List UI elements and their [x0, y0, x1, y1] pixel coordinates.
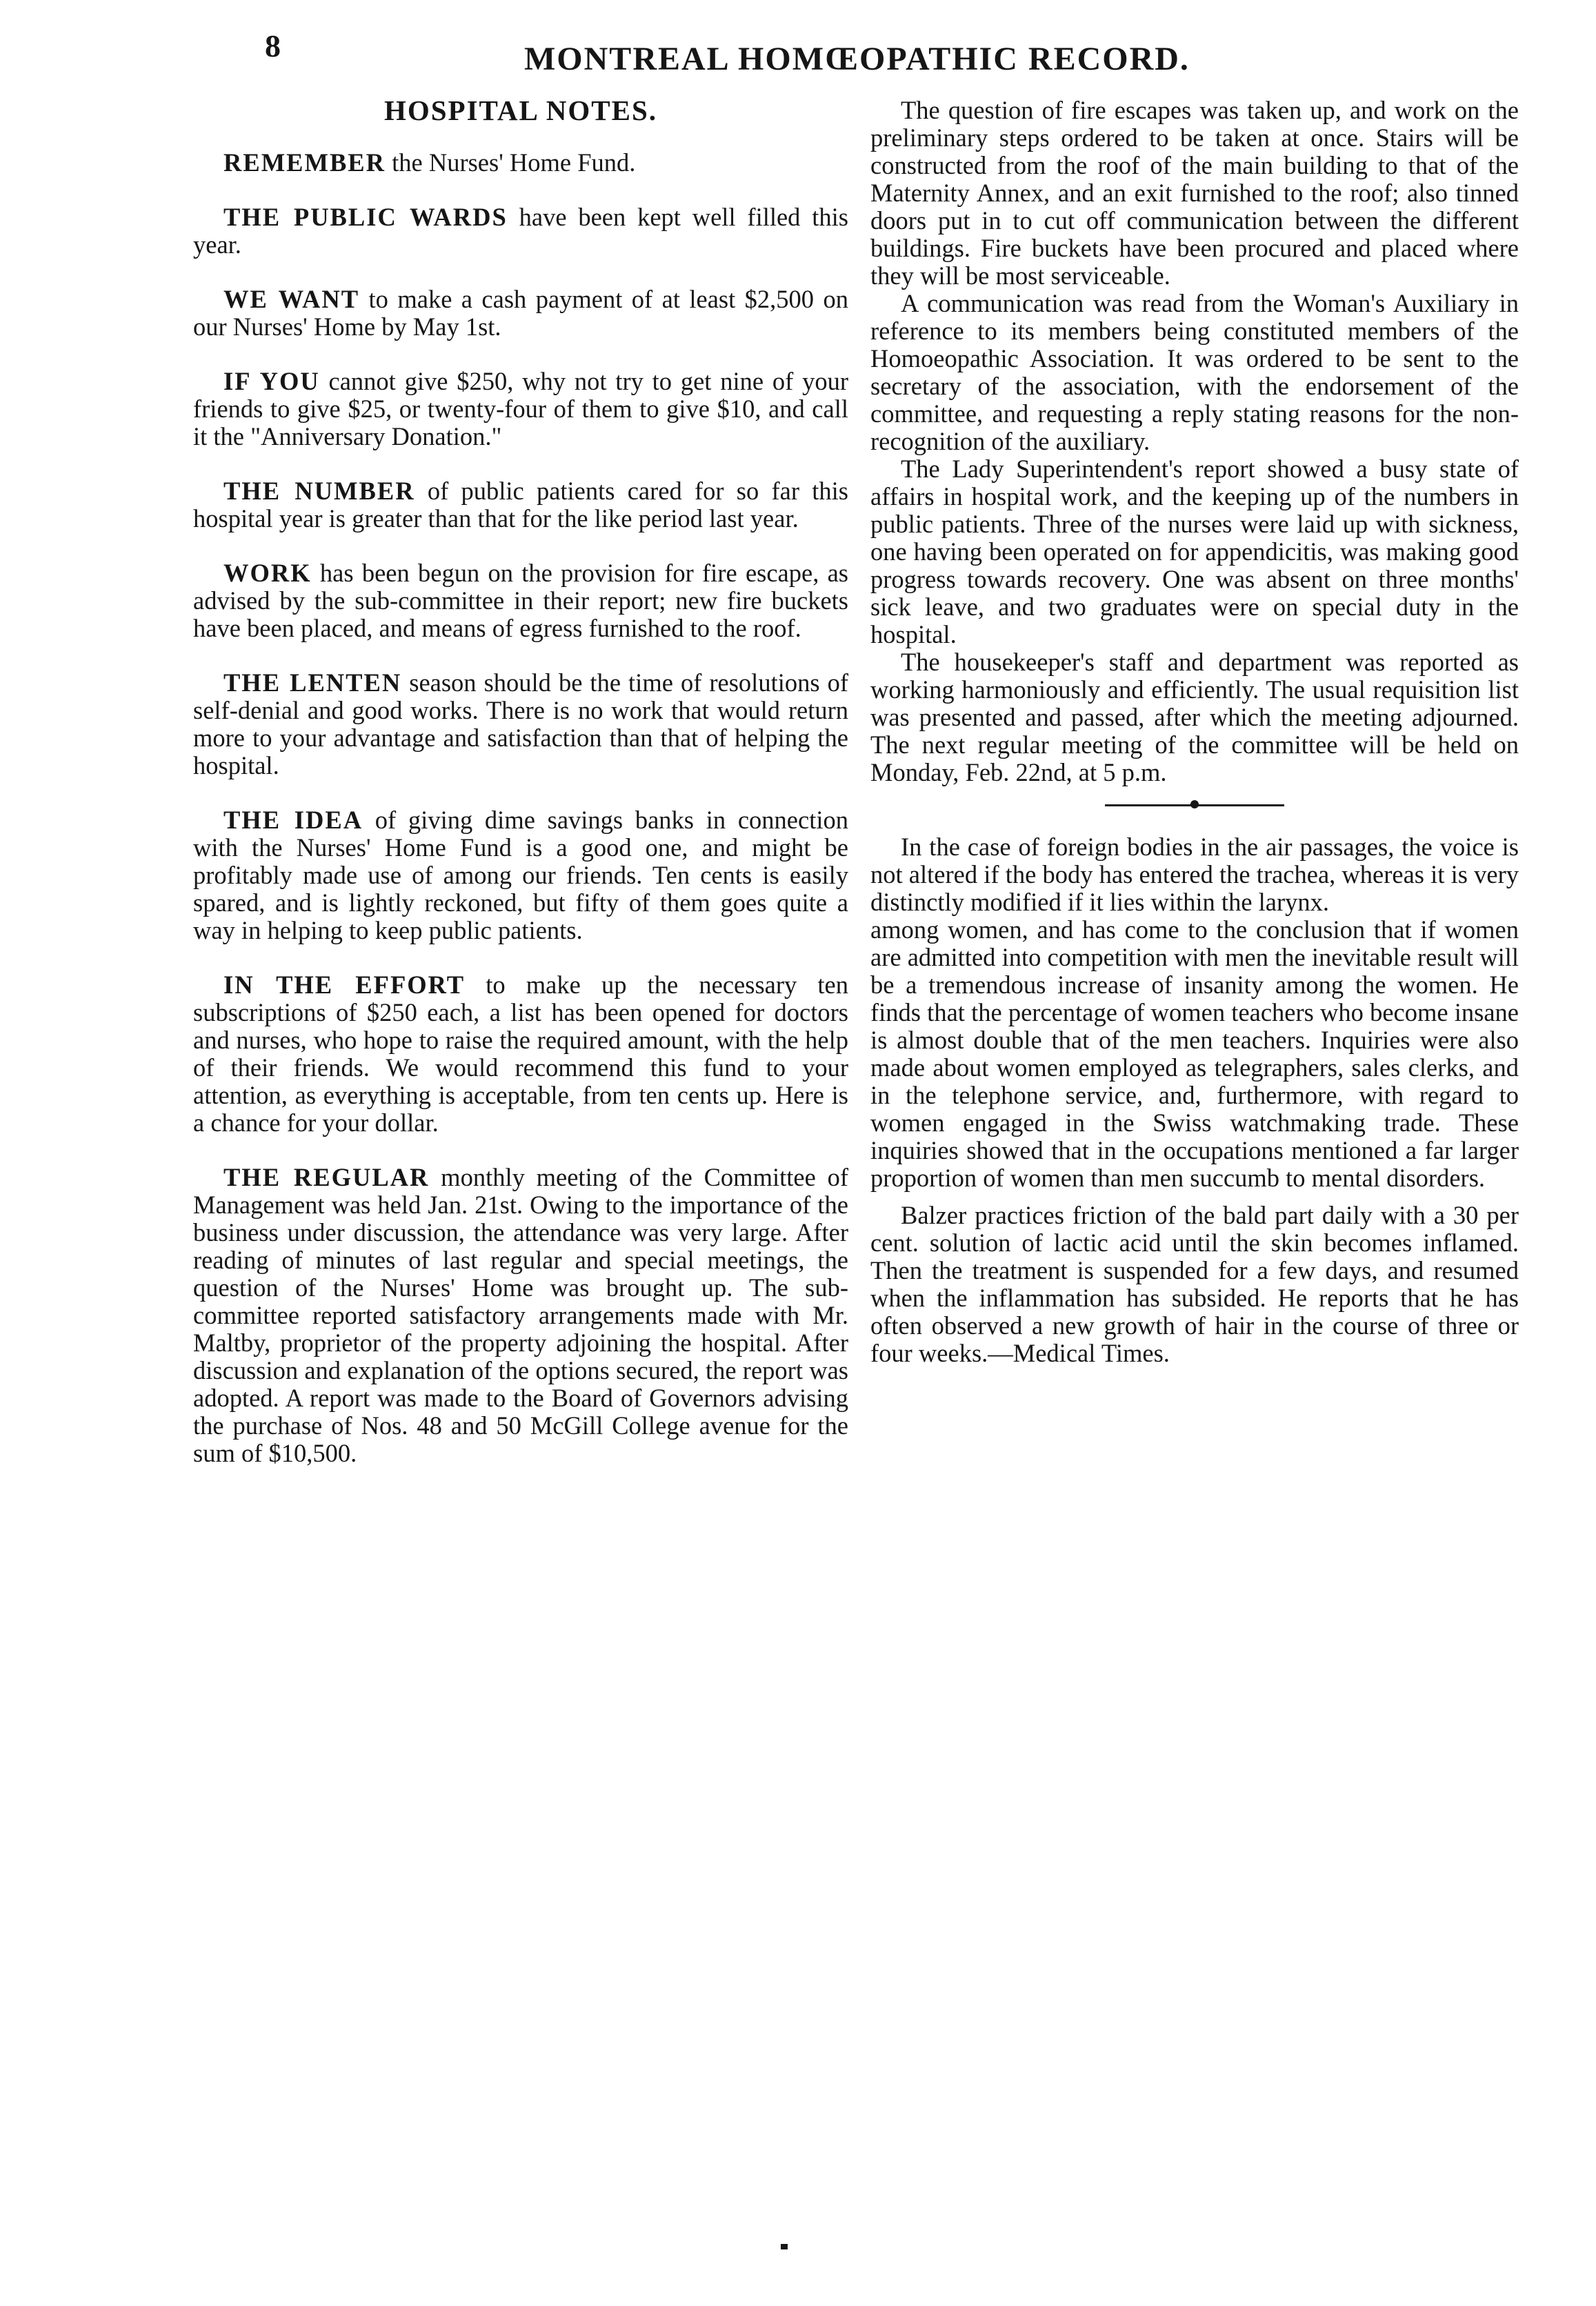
meeting-paragraph: A communication was read from the Woman's Auxiliary in reference to its members being constituted members of the Homoeopathic Association. It was ordered to be sent to the secretary of the association, with the endorsement of the committee, and requesting a reply stating reasons for the non-recognition of the auxiliary. — [870, 289, 1519, 455]
note-text: of giving dime savings banks in connection with the Nurses' Home Fund is a good one, and might be profitably made use of among our friends. Ten cents is easily spared, and is lightly reckoned, but fifty of them goes quite a way in helping to keep public patients. — [193, 806, 848, 944]
note-lead: REMEMBER — [223, 148, 386, 177]
hospital-note — [193, 559, 848, 642]
meeting-paragraph: The Lady Superintendent's report showed a busy state of affairs in hospital work, and the keeping up of the numbers in public patients. Three of the nurses were laid up with sickness, one having been operated on for appendicitis, was making good progress towards recovery. One was absent on three months' sick leave, and two graduates were on special duty in the hospital. — [870, 455, 1519, 648]
meeting-paragraph: The housekeeper's staff and department was reported as working harmoniously and efficiently. The usual requisition list was presented and passed, after which the meeting adjourned. The next regular meeting of the committee will be held on Monday, Feb. 22nd, at 5 p.m. — [870, 648, 1519, 786]
note-text: season should be the time of resolutions of self-denial and good works. There is no work that would return more to your advantage and satisfaction than that of helping the hospital. — [193, 668, 848, 779]
meeting-paragraph: The question of fire escapes was taken up, and work on the preliminary steps ordered to be taken at once. Stairs will be constructed from the roof of the main building to that of the Maternity Annex, and an exit furnished to the roof; also tinned doors put in to cut off communication between the different buildings. Fire buckets have been procured and placed where they will be most serviceable. — [870, 96, 1519, 290]
running-title: MONTREAL HOMŒOPATHIC RECORD. — [524, 41, 1190, 77]
note-lead: THE IDEA — [223, 806, 363, 834]
note-lead: THE PUBLIC WARDS — [223, 203, 508, 231]
hospital-note — [193, 1164, 848, 1467]
hospital-note — [193, 368, 848, 450]
note-text: of public patients cared for so far this hospital year is greater than that for the like period last year. — [193, 477, 848, 533]
note-lead: WORK — [223, 559, 312, 587]
note-lead: WE WANT — [223, 285, 360, 313]
note-lead: IF YOU — [223, 367, 320, 395]
note-text: cannot give $250, why not try to get nine of your friends to give $25, or twenty-four of them to give $10, and call it the "Anniversary Donation." — [193, 367, 849, 450]
hospital-note — [193, 971, 848, 1137]
hospital-note — [193, 806, 848, 944]
hospital-note — [193, 203, 848, 259]
hospital-note — [193, 149, 848, 177]
note-text: to make a cash payment of at least $2,500 on our Nurses' Home by May 1st. — [193, 285, 848, 341]
medical-paragraph: among women, and has come to the conclusion that if women are admitted into competition with men the inevitable result will be a tremendous increase of insanity among the women. He finds that the percentage of women teachers who become insane is almost double that of the men teachers. Inquiries were also made about women employed as telegraphers, sales clerks, and in the telephone service, and, furthermore, with regard to women engaged in the Swiss watchmaking trade. These inquiries showed that in the occupations mentioned a far larger proportion of women than men succumb to mental disorders. — [870, 915, 1519, 1192]
note-lead: IN THE EFFORT — [223, 971, 466, 999]
note-text: has been begun on the provision for fire escape, as advised by the sub-committee in their report; new fire buckets have been placed, and means of egress furnished to the roof. — [193, 559, 848, 642]
right-column — [870, 97, 1519, 1367]
hospital-note — [193, 477, 848, 533]
section-divider — [1105, 795, 1284, 815]
note-text: the Nurses' Home Fund. — [386, 148, 636, 177]
page-number: 8 — [265, 28, 281, 63]
medical-paragraph: Balzer practices friction of the bald part daily with a 30 per cent. solution of lactic acid until the skin becomes inflamed. Then the treatment is suspended for a few days, and resumed when the inflammation has subsided. He reports that he has often observed a new growth of hair in the course of three or four weeks.—Medical Times. — [870, 1201, 1519, 1367]
note-lead: THE REGULAR — [223, 1163, 430, 1191]
medical-paragraph: In the case of foreign bodies in the air passages, the voice is not altered if the body has entered the trachea, whereas it is very distinctly modified if it lies within the larynx. — [870, 833, 1519, 916]
section-title: HOSPITAL NOTES. — [383, 95, 658, 126]
end-mark — [781, 2244, 788, 2249]
hospital-note — [193, 286, 848, 341]
note-lead: THE LENTEN — [223, 668, 402, 697]
note-text: have been kept well filled this year. — [193, 203, 848, 259]
note-lead: THE NUMBER — [223, 477, 415, 505]
left-column — [193, 97, 848, 1494]
hospital-note — [193, 669, 848, 779]
note-text: monthly meeting of the Committee of Management was held Jan. 21st. Owing to the importance of the business under discussion, the attendance was very large. After reading of minutes of last regular and special meetings, the question of the Nurses' Home was brought up. The sub-committee reported satisfactory arrangements made with Mr. Maltby, proprietor of the property adjoining the hospital. After discussion and explanation of the options secured, the report was adopted. A report was made to the Board of Governors advising the purchase of Nos. 48 and 50 McGill College avenue for the sum of $10,500. — [193, 1163, 848, 1467]
note-text: to make up the necessary ten subscriptions of $250 each, a list has been opened for doctors and nurses, who hope to raise the required amount, with the help of their friends. We would recommend this fund to your attention, as everything is acceptable, from ten cents up. Here is a chance for your dollar. — [193, 971, 849, 1137]
